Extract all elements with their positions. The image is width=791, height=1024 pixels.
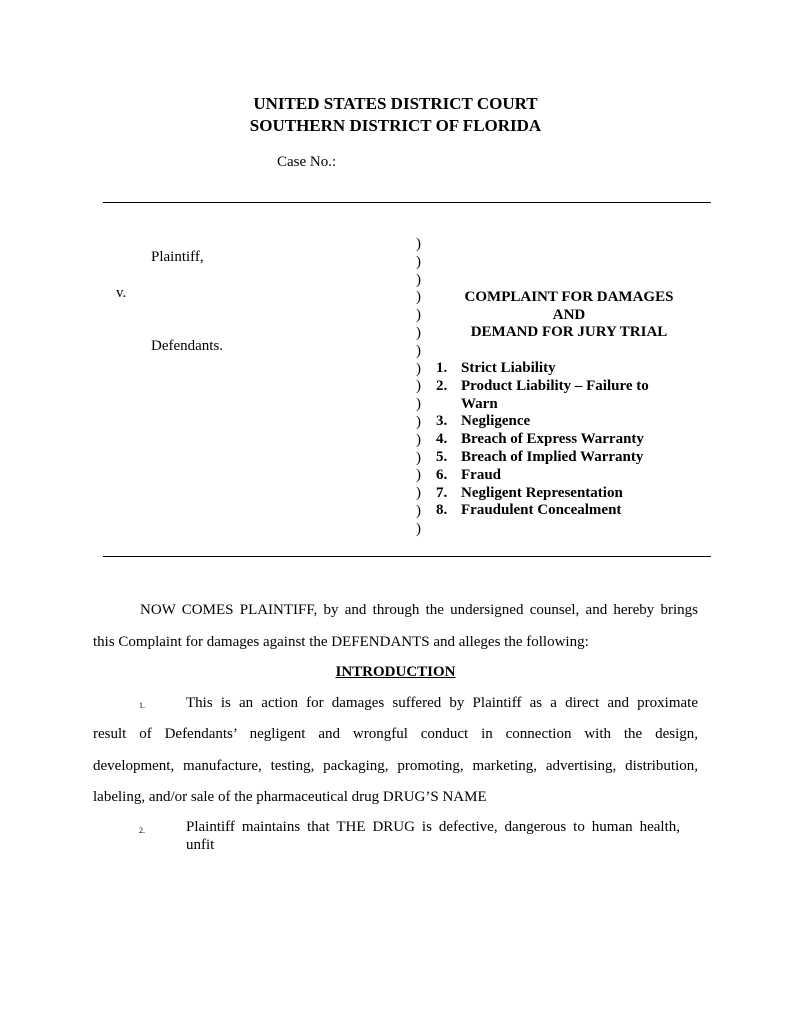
claim-item: 7. Negligent Representation [436,484,623,501]
paragraph-1-line3: development, manufacture, testing, packaging, promoting, marketing, advertising, distribution, [93,758,698,774]
paragraph-1-line1: This is an action for damages suffered by Plaintiff as a direct and proximate [186,695,698,711]
claims-list [436,360,696,520]
section-heading: INTRODUCTION [335,664,456,680]
intro-paragraph-line2: this Complaint for damages against the DEFENDANTS and alleges the following: [93,634,589,650]
intro-paragraph-line1: NOW COMES PLAINTIFF, by and through the undersigned counsel, and hereby brings [140,602,698,618]
paragraph-1-line2: result of Defendants’ negligent and wrongful conduct in connection with the design, [93,726,698,742]
versus-label: v. [116,285,127,301]
complaint-title-line1: COMPLAINT FOR DAMAGES [464,289,674,305]
case-number-label: Case No.: [277,154,337,170]
defendants-label: Defendants. [151,338,224,354]
paragraph-2-line2: unfit [186,837,215,853]
court-name-line2: SOUTHERN DISTRICT OF FLORIDA [249,116,542,135]
claim-item: 1. Strict Liability [436,360,556,376]
paragraph-number: 2. [139,826,145,835]
complaint-title-line2: AND [552,306,586,323]
court-name-line1: UNITED STATES DISTRICT COURT [253,94,538,113]
complaint-title-line3: DEMAND FOR JURY TRIAL [470,324,668,340]
caption-top-rule [103,202,711,203]
claim-item: 5. Breach of Implied Warranty [436,448,644,465]
plaintiff-label: Plaintiff, [151,249,204,265]
complaint-title [436,289,702,342]
caption-bottom-rule [103,556,711,557]
claim-item: 6. Fraud [436,466,502,483]
claim-item: 4. Breach of Express Warranty [436,431,644,448]
paragraph-2-line1: Plaintiff maintains that THE DRUG is defective, dangerous to human health, [186,819,680,835]
paragraph-number: 1. [139,701,145,710]
claim-item: 2. Product Liability – Failure to Warn [436,377,649,412]
claim-item: 8. Fraudulent Concealment [436,502,622,519]
paragraph-1-line4: labeling, and/or sale of the pharmaceutical drug DRUG’S NAME [93,789,487,805]
claim-item: 3. Negligence [436,413,531,430]
caption-parenthesis-column: ) ) ) ) ) ) ) ) ) ) ) ) ) ) ) ) ) [416,236,421,537]
